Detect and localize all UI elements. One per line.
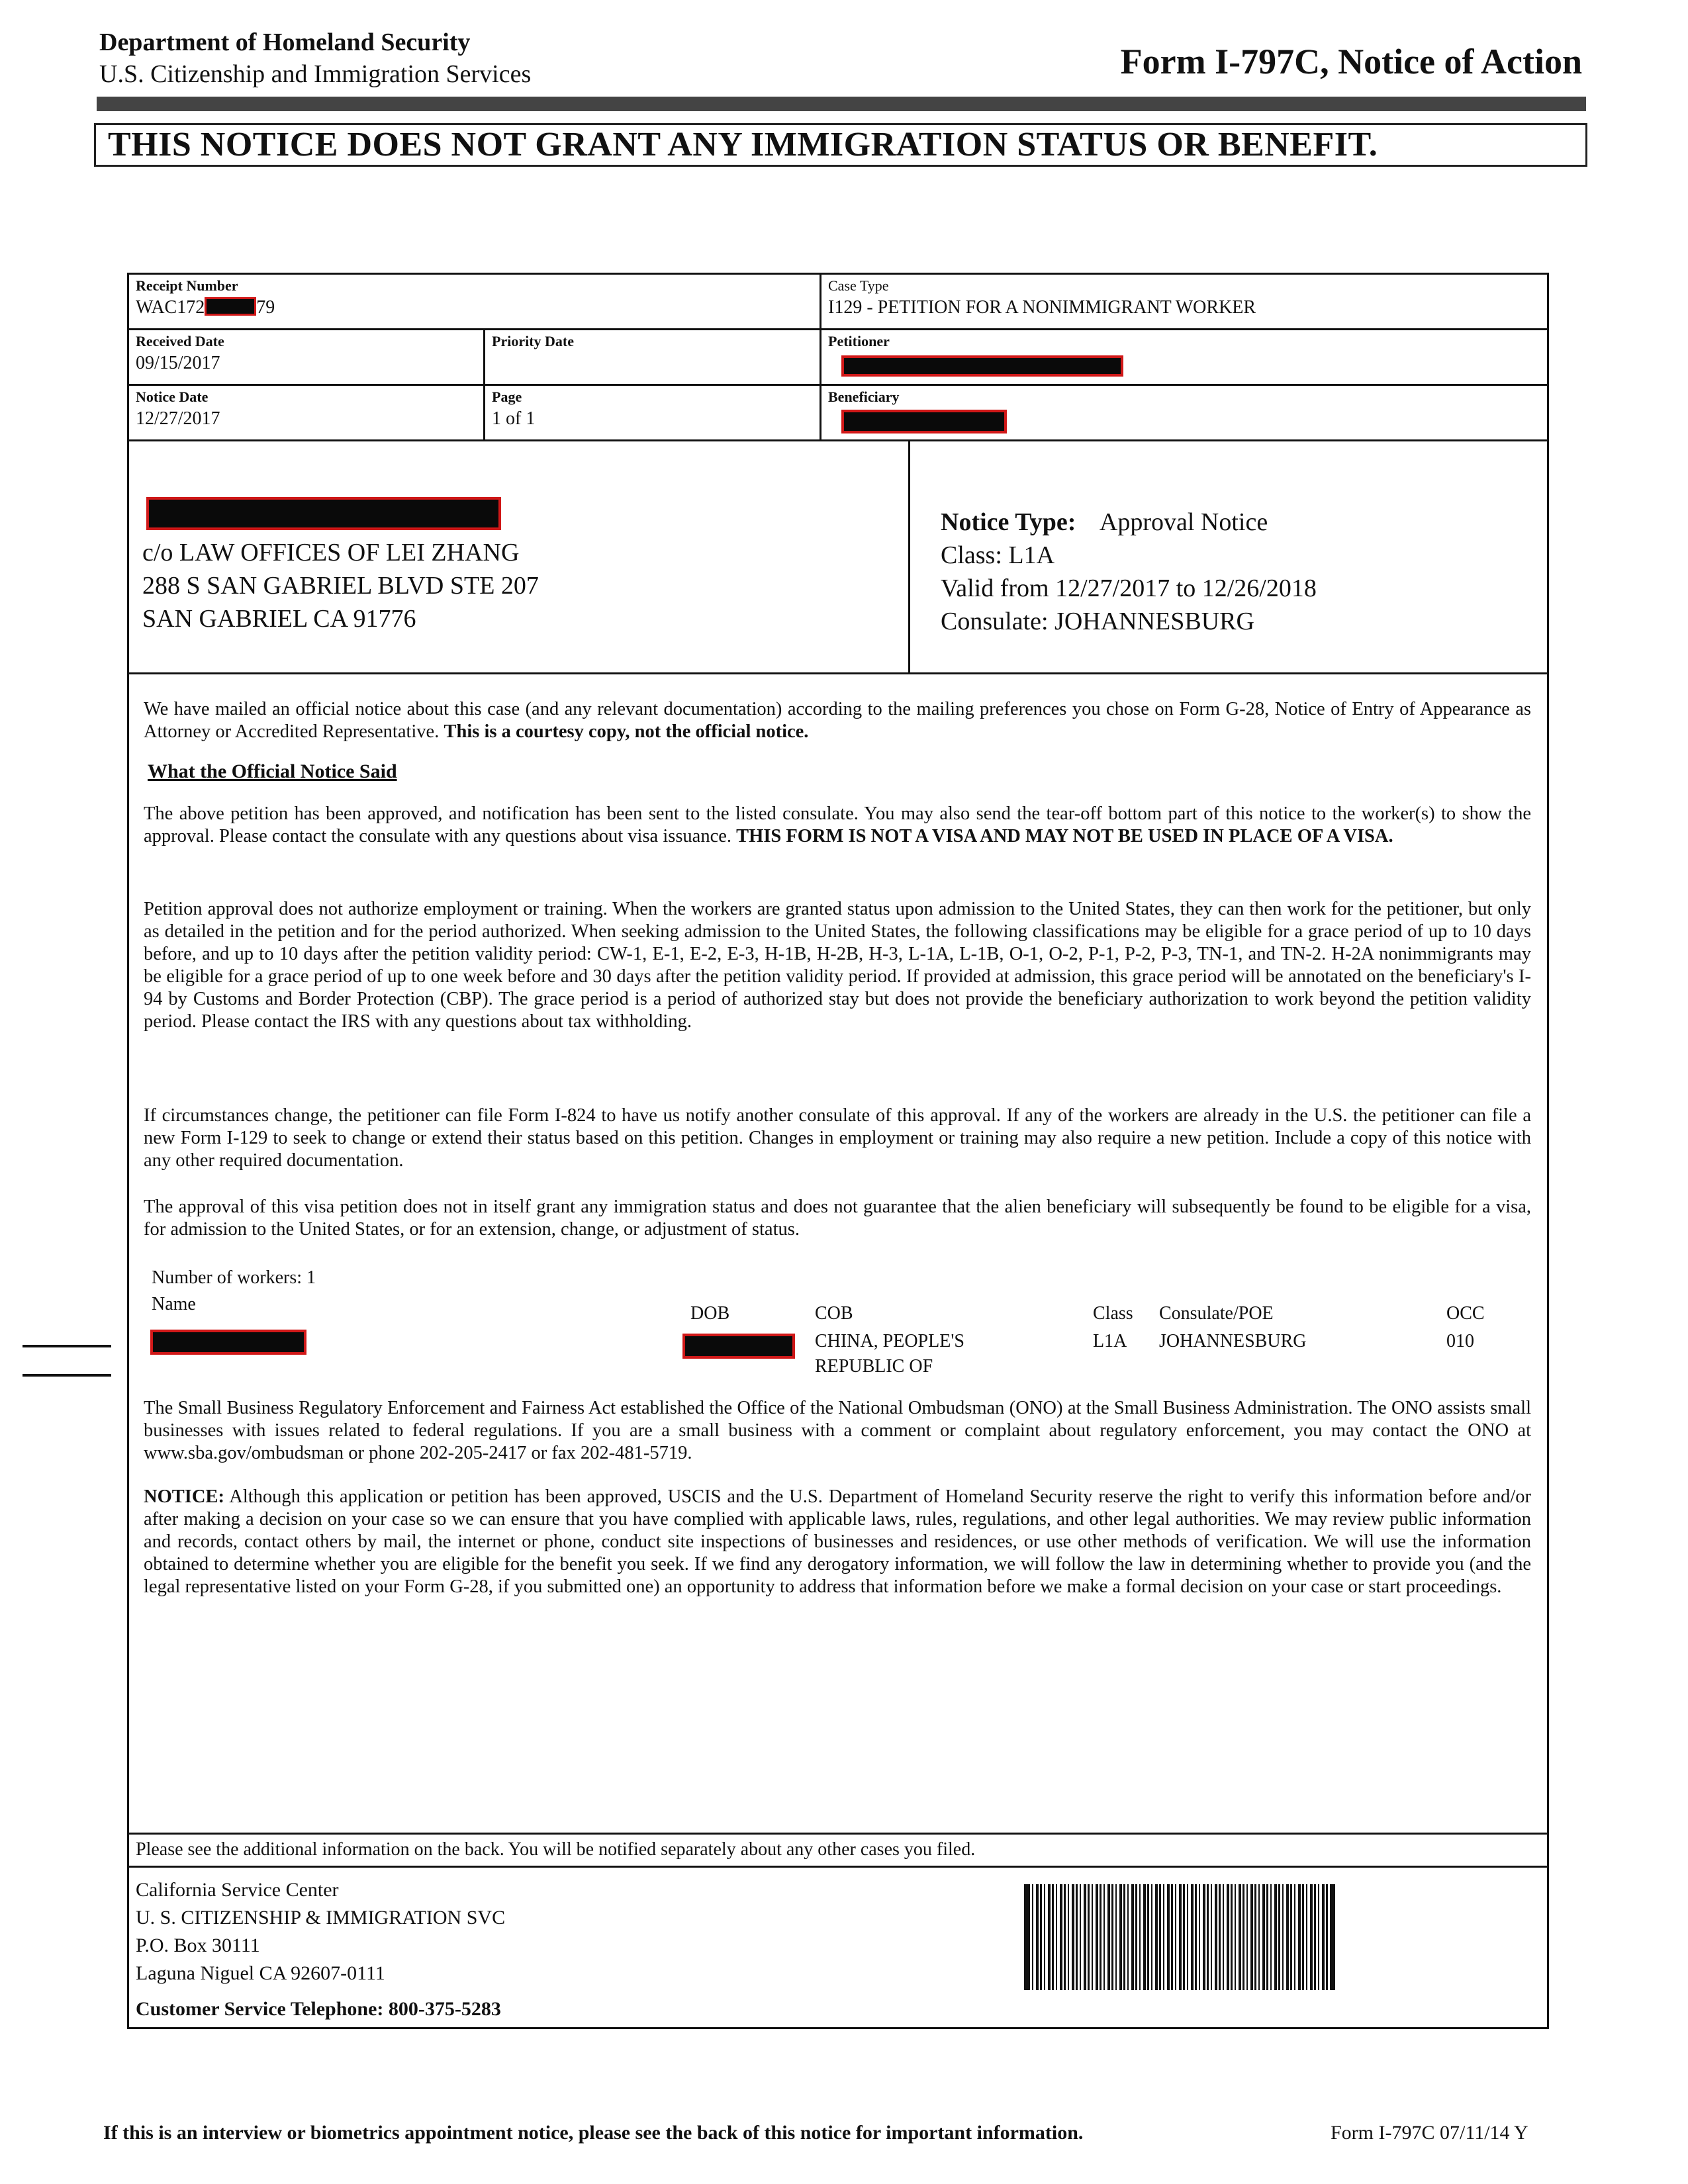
service-center-pobox: P.O. Box 30111 (136, 1934, 260, 1956)
petitioner-label: Petitioner (828, 333, 890, 349)
intro-bold-text: This is a courtesy copy, not the official notice. (444, 721, 809, 742)
workers-count: Number of workers: 1 (152, 1267, 316, 1288)
notice-date-label: Notice Date (136, 388, 209, 405)
received-date-label: Received Date (136, 333, 224, 349)
verification-notice-paragraph (144, 1486, 1531, 1598)
priority-date-label: Priority Date (492, 333, 574, 349)
footer-divider (129, 1866, 1547, 1868)
col-header-class: Class (1093, 1303, 1133, 1324)
intro-paragraph (144, 698, 1531, 743)
worker-cob-line-1: CHINA, PEOPLE'S (815, 1331, 964, 1351)
case-type-cell (821, 275, 1547, 330)
address-line-1: c/o LAW OFFICES OF LEI ZHANG (142, 539, 520, 567)
worker-occ: 010 (1446, 1331, 1474, 1351)
beneficiary-label: Beneficiary (828, 388, 900, 405)
notice-type-label: Notice Type: (941, 508, 1076, 536)
barcode (1024, 1884, 1335, 1990)
form-title: Form I-797C, Notice of Action (1120, 42, 1582, 81)
intro-text: We have mailed an official notice about this case (and any relevant documentation) according to the mailing preferences you chose on Form G-28, Notice of Entry of Appearance as Attorney or Accredited Representative. (144, 699, 1531, 742)
status-banner: THIS NOTICE DOES NOT GRANT ANY IMMIGRATION STATUS OR BENEFIT. (94, 123, 1587, 167)
service-center-agency: U. S. CITIZENSHIP & IMMIGRATION SVC (136, 1907, 506, 1929)
additional-info-note: Please see the additional information on the back. You will be notified separately about any other cases you filed. (136, 1839, 976, 1860)
case-type: I129 - PETITION FOR A NONIMMIGRANT WORKER (828, 297, 1256, 318)
worker-consulate: JOHANNESBURG (1159, 1331, 1307, 1351)
notice-date: 12/27/2017 (136, 408, 220, 429)
service-center-city: Laguna Niguel CA 92607-0111 (136, 1962, 385, 1984)
mailing-address-block (129, 441, 910, 674)
col-header-consulate: Consulate/POE (1159, 1303, 1274, 1324)
received-date-cell (129, 330, 485, 386)
ombudsman-paragraph: The Small Business Regulatory Enforcement and Fairness Act established the Office of the National Ombudsman (ONO) at the Small Business Administration. The ONO assists small businesses with issues related to federal regulations. If you are a small business with a comment or complaint about regulatory enforcement, you may contact the ONO at www.sba.gov/ombudsman or phone 202-205-2417 or fax 202-481-5719. (144, 1398, 1531, 1463)
fold-mark (23, 1345, 111, 1347)
fold-mark (23, 1374, 111, 1377)
form-code: Form I-797C 07/11/14 Y (1331, 2122, 1528, 2144)
receipt-number-suffix: 79 (256, 297, 275, 318)
address-line-3: SAN GABRIEL CA 91776 (142, 605, 416, 633)
verification-notice-text: Although this application or petition has been approved, USCIS and the U.S. Department of Homeland Security reserve the right to verify this information before and/or after making a decision on your case so we can ensure that you have complied with applicable laws, rules, regulations, and other legal authorities. We may review public information and records, contact others by mail, the internet or phone, conduct site inspections of businesses and residences, or use other methods of verification. We will use the information obtained to determine whether you are eligible for the benefit you seek. If we find any derogatory information, we will follow the law in determining whether to provide you (and the legal representative listed on your Form G-28, if you submitted one) an opportunity to address that information before we make a formal decision on your case or start proceedings. (144, 1486, 1531, 1597)
validity-period: Valid from 12/27/2017 to 12/26/2018 (941, 574, 1317, 602)
notice-type-value: Approval Notice (1099, 508, 1268, 536)
worker-cob-line-2: REPUBLIC OF (815, 1356, 933, 1377)
notice-label: NOTICE: (144, 1486, 224, 1507)
agency-name: Department of Homeland Security (99, 28, 471, 56)
notice-form (127, 273, 1549, 2029)
class-value: Class: L1A (941, 541, 1055, 569)
page-value: 1 of 1 (492, 408, 536, 429)
redaction-box (841, 355, 1123, 377)
header-divider (97, 97, 1586, 111)
employment-paragraph: Petition approval does not authorize employment or training. When the workers are granted status upon admission to the United States, they can then work for the petitioner, but only as detailed in the petition and for the period authorized. When seeking admission to the United States, the following classifications may be eligible for a grace period of up to 10 days before, and up to 10 days after the petition validity period: CW-1, E-1, E-2, E-3, H-1B, H-2B, H-3, L-1A, L-1B, O-1, O-2, P-1, P-2, P-3, TN-1, and TN-2. H-2A nonimmigrants may be eligible for a grace period of up to one week before and 30 days after the petition validity period. If provided at admission, this grace period will be annotated on the beneficiary's I-94 by Customs and Border Protection (CBP). The grace period is a period of authorized stay but does not provide the beneficiary authorization to work beyond the petition validity period. Please contact the IRS with any questions about tax withholding. (144, 899, 1531, 1032)
redaction-box (841, 410, 1007, 433)
redaction-box (205, 297, 256, 316)
consulate: Consulate: JOHANNESBURG (941, 608, 1254, 635)
redaction-box (146, 497, 501, 530)
petitioner-cell (821, 330, 1547, 386)
redaction-box (682, 1334, 795, 1359)
sub-agency-name: U.S. Citizenship and Immigration Services (99, 60, 532, 88)
priority-date-cell (485, 330, 821, 386)
col-header-dob: DOB (690, 1303, 730, 1324)
not-a-visa-warning: THIS FORM IS NOT A VISA AND MAY NOT BE USED IN PLACE OF A VISA. (736, 826, 1393, 846)
page-cell (485, 386, 821, 441)
notice-date-cell (129, 386, 485, 441)
col-header-cob: COB (815, 1303, 853, 1324)
beneficiary-cell (821, 386, 1547, 441)
receipt-number-cell (129, 275, 821, 330)
appointment-note: If this is an interview or biometrics appointment notice, please see the back of this notice for important information. (103, 2122, 1084, 2144)
customer-service-phone: Customer Service Telephone: 800-375-5283 (136, 1998, 501, 2020)
received-date: 09/15/2017 (136, 353, 220, 373)
approval-text: The above petition has been approved, and notification has been sent to the listed consulate. You may also send the tear-off bottom part of this notice to the worker(s) to show the approval. Please contact the consulate with any questions about visa issuance. (144, 803, 1531, 846)
service-center-name: California Service Center (136, 1879, 339, 1901)
address-line-2: 288 S SAN GABRIEL BLVD STE 207 (142, 572, 539, 600)
col-header-occ: OCC (1446, 1303, 1485, 1324)
worker-class: L1A (1093, 1331, 1127, 1351)
approval-paragraph (144, 803, 1531, 848)
case-type-label: Case Type (828, 277, 889, 294)
receipt-number (136, 297, 275, 318)
receipt-number-prefix: WAC172 (136, 297, 205, 318)
receipt-number-label: Receipt Number (136, 277, 238, 294)
redaction-box (150, 1330, 306, 1355)
section-heading: What the Official Notice Said (148, 760, 397, 782)
footer-divider-top (129, 1833, 1547, 1835)
status-disclaimer-paragraph: The approval of this visa petition does not in itself grant any immigration status and does not guarantee that the alien beneficiary will subsequently be found to be eligible for a visa, for admission to the United States, or for an extension, change, or adjustment of status. (144, 1197, 1531, 1240)
col-header-name: Name (152, 1294, 196, 1314)
page-label: Page (492, 388, 522, 405)
circumstances-paragraph: If circumstances change, the petitioner can file Form I-824 to have us notify another consulate of this approval. If any of the workers are already in the U.S. the petitioner can file a new Form I-129 to seek to change or extend their status based on this petition. Changes in employment or training may also require a new petition. Include a copy of this notice with any other required documentation. (144, 1105, 1531, 1171)
notice-type-block (910, 441, 1547, 674)
notice-type (941, 508, 1268, 537)
